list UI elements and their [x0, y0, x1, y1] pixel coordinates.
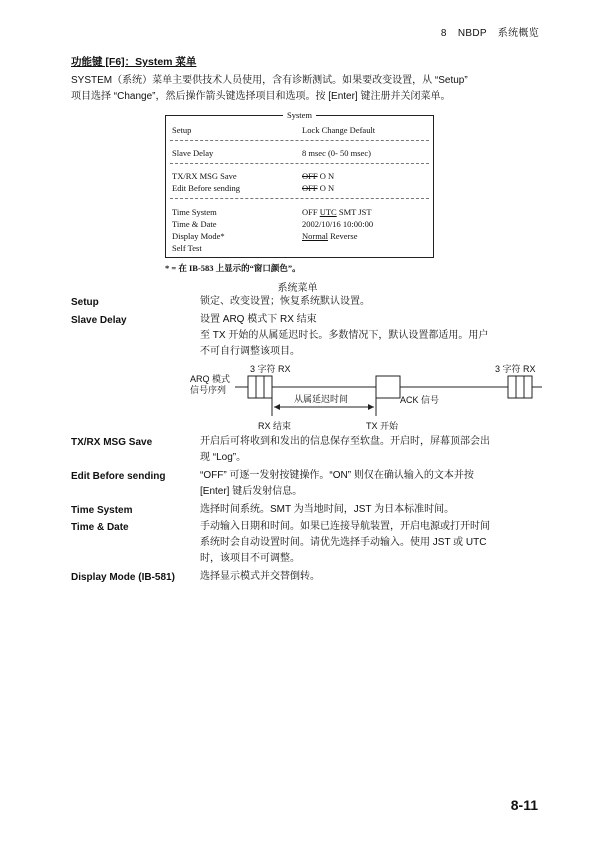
arrow-head-right [368, 404, 374, 410]
option-off: OFF [302, 171, 318, 181]
desc-display-mode: 选择显示模式并交替倒转。 [200, 571, 320, 582]
rx-block [516, 376, 524, 398]
menu-divider [170, 163, 429, 164]
menu-txrx-label: TX/RX MSG Save [172, 171, 237, 181]
menu-divider [170, 140, 429, 141]
rx-left-label: 3 字符 RX [250, 364, 291, 374]
rx-block [256, 376, 264, 398]
arq-label-2: 信号序列 [190, 385, 227, 395]
menu-setup-options: Lock Change Default [302, 125, 376, 135]
page-number: 8-11 [510, 797, 538, 813]
desc-setup: 锁定、改变设置；恢复系统默认设置。 [200, 296, 370, 307]
rx-end-label: RX 结束 [258, 421, 292, 431]
menu-slave-delay-label: Slave Delay [172, 148, 214, 158]
term-txrx-msg-save: TX/RX MSG Save [71, 437, 153, 448]
option-on: O N [319, 171, 335, 181]
option-normal: Normal [302, 231, 328, 241]
option-reverse: Reverse [330, 231, 358, 241]
menu-time-system-options [302, 207, 372, 217]
menu-time-date-label: Time & Date [172, 219, 217, 229]
desc-time-system: 选择时间系统。SMT 为当地时间，JST 为日本标准时间。 [200, 504, 455, 515]
section-title: 功能键 [F6]：System 菜单 [71, 56, 197, 68]
option-on: O N [319, 183, 335, 193]
arrow-head-left [274, 404, 280, 410]
menu-display-mode-options [302, 231, 357, 241]
rx-block [248, 376, 256, 398]
page-header [433, 24, 539, 39]
intro-line: SYSTEM（系统）菜单主要供技术人员使用，含有诊断测试。如果要改变设置，从 “Setup” [71, 75, 468, 86]
desc-txrx-msg-save: 开启后可将收到和发出的信息保存至软盘。开启时，屏幕顶部会出 现 “Log”。 [200, 436, 490, 463]
rx-block [264, 376, 272, 398]
menu-edit-options [302, 183, 334, 193]
delay-label: 从属延迟时间 [294, 394, 349, 404]
intro-line: 项目选择 “Change”，然后操作箭头键选择项目和选项。按 [Enter] 键注册并关闭菜单。 [71, 91, 451, 102]
option-utc: UTC [319, 207, 337, 217]
term-setup: Setup [71, 297, 99, 308]
option-off: OFF [302, 207, 318, 217]
footnote: * = 在 IB-583 上显示的“窗口颜色”。 [165, 263, 301, 273]
menu-edit-label: Edit Before sending [172, 183, 240, 193]
option-off: OFF [302, 183, 318, 193]
rx-block [508, 376, 516, 398]
menu-time-system-label: Time System [172, 207, 217, 217]
figure-caption: 系统菜单 [277, 283, 318, 294]
intro-paragraph [71, 73, 541, 105]
menu-txrx-options [302, 171, 334, 181]
menu-self-test-label: Self Test [172, 243, 202, 253]
term-edit-before-sending: Edit Before sending [71, 471, 166, 482]
term-display-mode: Display Mode (IB-581) [71, 572, 175, 583]
chapter-title: NBDP [457, 28, 487, 39]
rx-block [524, 376, 532, 398]
term-slave-delay: Slave Delay [71, 315, 127, 326]
tx-start-label: TX 开始 [366, 421, 399, 431]
arq-label: ARQ 模式 [190, 374, 231, 384]
rx-right-label: 3 字符 RX [495, 364, 536, 374]
menu-time-date-value: 2002/10/16 10:00:00 [302, 219, 374, 229]
chapter-number: 8 [440, 28, 447, 39]
term-time-date: Time & Date [71, 522, 129, 533]
ack-block [376, 376, 400, 398]
menu-display-mode-label: Display Mode* [172, 231, 225, 241]
menu-slave-delay-value: 8 msec (0- 50 msec) [302, 148, 371, 158]
desc-edit-before-sending: “OFF” 可逐一发射按键操作。“ON” 则仅在确认输入的文本并按 [Enter] 键后发射信息。 [200, 470, 474, 497]
timing-diagram [190, 362, 542, 432]
desc-time-date: 手动输入日期和时间。如果已连接导航装置，开启电源或打开时间 系统时会自动设置时间。请优先选择手动输入。使用 JST 或 UTC 时，该项目不可调整。 [200, 521, 490, 564]
term-time-system: Time System [71, 505, 133, 516]
menu-caption: System [166, 110, 433, 120]
menu-setup-label: Setup [172, 125, 192, 135]
menu-divider [170, 198, 429, 199]
option-smt-jst: SMT JST [338, 207, 372, 217]
ack-label: ACK 信号 [400, 395, 440, 405]
system-menu-box [165, 110, 434, 258]
desc-slave-delay: 设置 ARQ 模式下 RX 结束 至 TX 开始的从属延迟时长。多数情况下，默认设置都适用。用户 不可自行调整该项目。 [200, 314, 489, 357]
chapter-subtitle: 系统概览 [497, 28, 539, 39]
